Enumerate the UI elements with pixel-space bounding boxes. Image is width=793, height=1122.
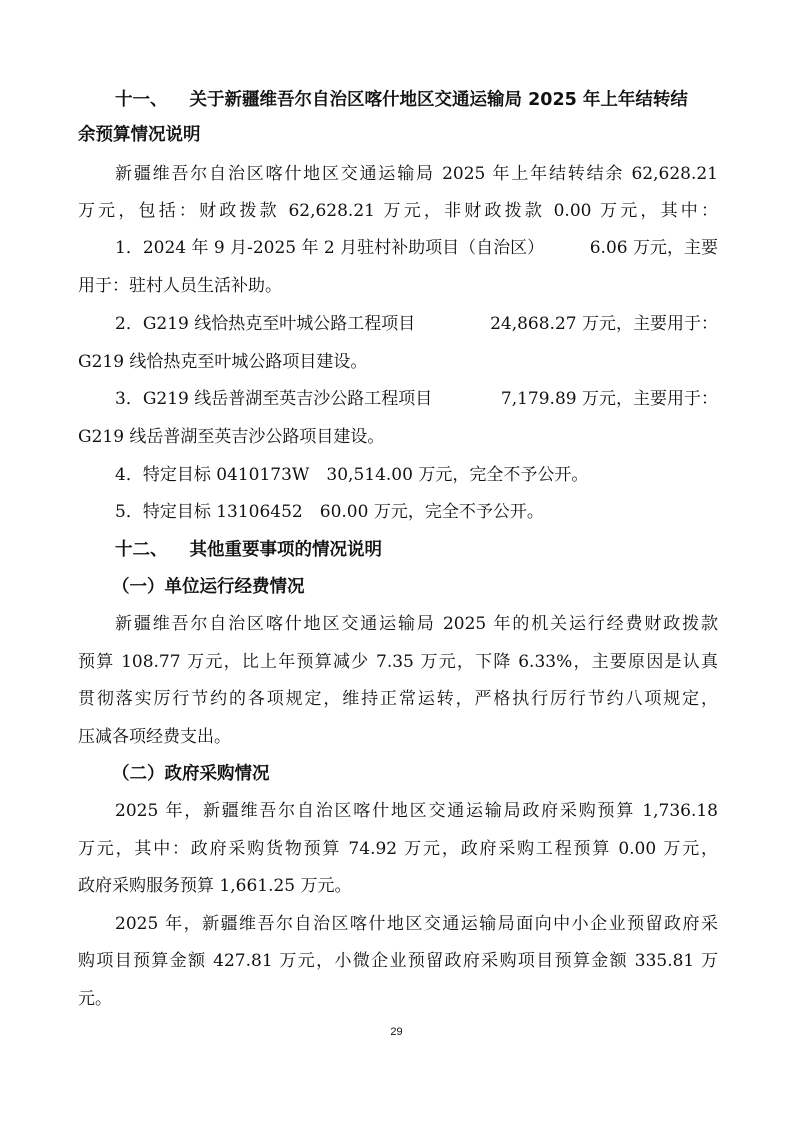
- paragraph-line: 预算 108.77 万元，比上年预算减少 7.35 万元，下降 6.33%，主要原因是认真: [78, 652, 718, 672]
- section-11-heading: [115, 90, 719, 110]
- subsection-2-heading: （二）政府采购情况: [112, 764, 270, 784]
- list-item-continuation: 用于：驻村人员生活补助。: [78, 276, 282, 296]
- subsection-1-heading: （一）单位运行经费情况: [112, 577, 305, 597]
- paragraph-line: 新疆维吾尔自治区喀什地区交通运输局 2025 年上年结转结余 62,628.21: [115, 164, 718, 184]
- list-item-text: 1．2024 年 9 月-2025 年 2 月驻村补助项目（自治区）: [115, 238, 545, 258]
- list-item-text: 3．G219 线岳普湖至英吉沙公路工程项目: [115, 389, 433, 409]
- section-11-title-line2: 余预算情况说明: [78, 125, 201, 145]
- section-12-title: 其他重要事项的情况说明: [189, 540, 382, 560]
- section-12-heading: [115, 540, 755, 560]
- paragraph-line: 新疆维吾尔自治区喀什地区交通运输局 2025 年的机关运行经费财政拨款: [115, 614, 718, 634]
- paragraph-line: 2025 年，新疆维吾尔自治区喀什地区交通运输局面向中小企业预留政府采: [115, 914, 718, 934]
- paragraph-line: 2025 年，新疆维吾尔自治区喀什地区交通运输局政府采购预算 1,736.18: [115, 801, 718, 821]
- paragraph-line: 政府采购服务预算 1,661.25 万元。: [78, 876, 352, 896]
- list-item: [115, 389, 718, 409]
- paragraph-line: 万元，包括：财政拨款 62,628.21 万元，非财政拨款 0.00 万元，其中：: [78, 201, 718, 221]
- list-item: [115, 314, 718, 334]
- paragraph-line: 购项目预算金额 427.81 万元，小微企业预留政府采购项目预算金额 335.81 万: [78, 951, 718, 971]
- list-item-amount: 6.06 万元，主要: [589, 238, 718, 258]
- section-12-number: 十二、: [115, 540, 168, 560]
- paragraph-line: 万元，其中：政府采购货物预算 74.92 万元，政府采购工程预算 0.00 万元，: [78, 839, 718, 859]
- list-item: 5．特定目标 13106452 60.00 万元，完全不予公开。: [115, 502, 544, 522]
- list-item: 4．特定目标 0410173W 30,514.00 万元，完全不予公开。: [115, 465, 589, 485]
- paragraph-line: 元。: [78, 989, 112, 1009]
- section-11-title-line1: 关于新疆维吾尔自治区喀什地区交通运输局 2025 年上年结转结: [189, 90, 688, 110]
- list-item-amount: 24,868.27 万元，主要用于：: [490, 314, 718, 334]
- list-item-continuation: G219 线恰热克至叶城公路项目建设。: [78, 352, 368, 372]
- section-11-number: 十一、: [115, 90, 168, 110]
- paragraph-line: 压减各项经费支出。: [78, 727, 231, 747]
- list-item-amount: 7,179.89 万元，主要用于：: [500, 389, 718, 409]
- paragraph-line: 贯彻落实厉行节约的各项规定，维持正常运转，严格执行厉行节约八项规定，: [78, 689, 718, 709]
- list-item-text: 2．G219 线恰热克至叶城公路工程项目: [115, 314, 416, 334]
- page-number: 29: [390, 1026, 403, 1038]
- list-item-continuation: G219 线岳普湖至英吉沙公路项目建设。: [78, 427, 385, 447]
- list-item: [115, 238, 718, 258]
